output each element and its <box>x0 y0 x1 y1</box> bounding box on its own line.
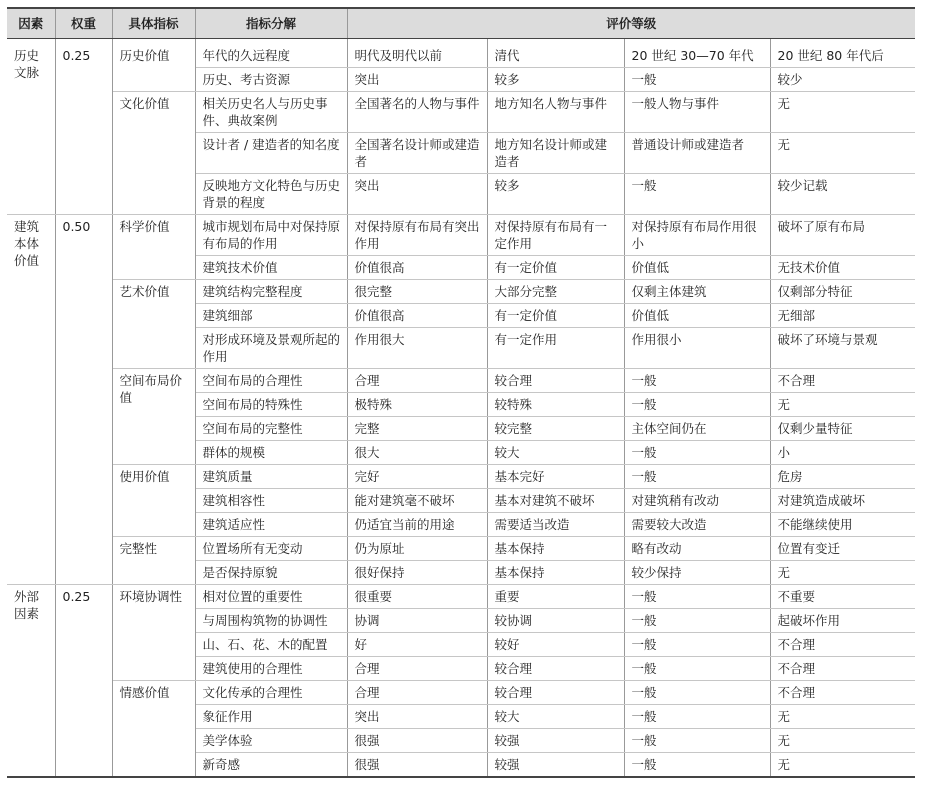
level-1-cell: 很大 <box>347 441 487 465</box>
breakdown-cell: 象征作用 <box>195 705 347 729</box>
indicator-cell: 情感价值 <box>112 681 195 778</box>
level-1-cell: 突出 <box>347 174 487 215</box>
level-2-cell: 较强 <box>487 753 624 778</box>
level-3-cell: 一般人物与事件 <box>624 92 770 133</box>
level-1-cell: 对保持原有布局有突出作用 <box>347 215 487 256</box>
level-1-cell: 很强 <box>347 753 487 778</box>
level-4-cell: 位置有变迁 <box>770 537 915 561</box>
indicator-cell: 环境协调性 <box>112 585 195 681</box>
level-4-cell: 不合理 <box>770 681 915 705</box>
level-4-cell: 无 <box>770 133 915 174</box>
level-2-cell: 较多 <box>487 174 624 215</box>
level-4-cell: 无 <box>770 705 915 729</box>
level-4-cell: 对建筑造成破坏 <box>770 489 915 513</box>
breakdown-cell: 反映地方文化特色与历史背景的程度 <box>195 174 347 215</box>
level-3-cell: 一般 <box>624 68 770 92</box>
level-2-cell: 地方知名人物与事件 <box>487 92 624 133</box>
breakdown-cell: 文化传承的合理性 <box>195 681 347 705</box>
level-4-cell: 仅剩部分特征 <box>770 280 915 304</box>
level-2-cell: 大部分完整 <box>487 280 624 304</box>
breakdown-cell: 空间布局的特殊性 <box>195 393 347 417</box>
table-body <box>7 39 915 778</box>
level-1-cell: 合理 <box>347 369 487 393</box>
breakdown-cell: 相对位置的重要性 <box>195 585 347 609</box>
level-2-cell: 需要适当改造 <box>487 513 624 537</box>
indicator-cell: 空间布局价值 <box>112 369 195 465</box>
level-4-cell: 无 <box>770 729 915 753</box>
evaluation-table <box>7 7 915 778</box>
table-row <box>7 465 915 489</box>
level-3-cell: 一般 <box>624 585 770 609</box>
breakdown-cell: 建筑技术价值 <box>195 256 347 280</box>
level-4-cell: 20 世纪 80 年代后 <box>770 39 915 68</box>
level-3-cell: 价值低 <box>624 304 770 328</box>
level-2-cell: 有一定作用 <box>487 328 624 369</box>
level-4-cell: 仅剩少量特征 <box>770 417 915 441</box>
table-row <box>7 215 915 256</box>
weight-cell: 0.25 <box>55 585 112 778</box>
header-factor: 因素 <box>7 8 55 39</box>
indicator-cell: 使用价值 <box>112 465 195 537</box>
level-2-cell: 较大 <box>487 441 624 465</box>
level-2-cell: 有一定价值 <box>487 304 624 328</box>
level-4-cell: 不重要 <box>770 585 915 609</box>
level-1-cell: 很重要 <box>347 585 487 609</box>
level-3-cell: 对保持原有布局作用很小 <box>624 215 770 256</box>
level-4-cell: 较少 <box>770 68 915 92</box>
level-1-cell: 作用很大 <box>347 328 487 369</box>
level-3-cell: 价值低 <box>624 256 770 280</box>
level-3-cell: 一般 <box>624 705 770 729</box>
level-2-cell: 清代 <box>487 39 624 68</box>
level-4-cell: 无 <box>770 753 915 778</box>
level-1-cell: 协调 <box>347 609 487 633</box>
level-2-cell: 较合理 <box>487 657 624 681</box>
breakdown-cell: 新奇感 <box>195 753 347 778</box>
level-3-cell: 对建筑稍有改动 <box>624 489 770 513</box>
level-2-cell: 基本对建筑不破坏 <box>487 489 624 513</box>
breakdown-cell: 美学体验 <box>195 729 347 753</box>
level-3-cell: 需要较大改造 <box>624 513 770 537</box>
level-2-cell: 较合理 <box>487 369 624 393</box>
level-3-cell: 较少保持 <box>624 561 770 585</box>
level-4-cell: 小 <box>770 441 915 465</box>
weight-cell: 0.50 <box>55 215 112 585</box>
level-1-cell: 全国著名的人物与事件 <box>347 92 487 133</box>
indicator-cell: 科学价值 <box>112 215 195 280</box>
level-4-cell: 不合理 <box>770 657 915 681</box>
level-4-cell: 较少记载 <box>770 174 915 215</box>
breakdown-cell: 对形成环境及景观所起的作用 <box>195 328 347 369</box>
level-2-cell: 较协调 <box>487 609 624 633</box>
level-1-cell: 合理 <box>347 657 487 681</box>
level-1-cell: 能对建筑毫不破坏 <box>347 489 487 513</box>
level-4-cell: 破坏了环境与景观 <box>770 328 915 369</box>
level-2-cell: 较大 <box>487 705 624 729</box>
table-row <box>7 681 915 705</box>
breakdown-cell: 位置场所有无变动 <box>195 537 347 561</box>
level-1-cell: 明代及明代以前 <box>347 39 487 68</box>
weight-cell: 0.25 <box>55 39 112 215</box>
level-2-cell: 较合理 <box>487 681 624 705</box>
level-1-cell: 好 <box>347 633 487 657</box>
breakdown-cell: 空间布局的完整性 <box>195 417 347 441</box>
level-2-cell: 较好 <box>487 633 624 657</box>
level-4-cell: 破坏了原有布局 <box>770 215 915 256</box>
level-3-cell: 普通设计师或建造者 <box>624 133 770 174</box>
level-1-cell: 全国著名设计师或建造者 <box>347 133 487 174</box>
level-1-cell: 突出 <box>347 68 487 92</box>
level-1-cell: 突出 <box>347 705 487 729</box>
level-1-cell: 仍为原址 <box>347 537 487 561</box>
factor-cell: 历史文脉 <box>7 39 55 215</box>
level-4-cell: 不合理 <box>770 369 915 393</box>
table-row <box>7 92 915 133</box>
level-3-cell: 略有改动 <box>624 537 770 561</box>
indicator-cell: 艺术价值 <box>112 280 195 369</box>
level-2-cell: 较多 <box>487 68 624 92</box>
level-3-cell: 一般 <box>624 174 770 215</box>
breakdown-cell: 建筑细部 <box>195 304 347 328</box>
level-4-cell: 无 <box>770 561 915 585</box>
level-3-cell: 20 世纪 30—70 年代 <box>624 39 770 68</box>
level-1-cell: 很好保持 <box>347 561 487 585</box>
level-3-cell: 作用很小 <box>624 328 770 369</box>
breakdown-cell: 建筑使用的合理性 <box>195 657 347 681</box>
breakdown-cell: 建筑结构完整程度 <box>195 280 347 304</box>
level-4-cell: 无 <box>770 393 915 417</box>
breakdown-cell: 建筑质量 <box>195 465 347 489</box>
header-weight: 权重 <box>55 8 112 39</box>
table-row <box>7 369 915 393</box>
breakdown-cell: 设计者 / 建造者的知名度 <box>195 133 347 174</box>
level-1-cell: 完好 <box>347 465 487 489</box>
level-3-cell: 一般 <box>624 753 770 778</box>
level-1-cell: 很强 <box>347 729 487 753</box>
breakdown-cell: 是否保持原貌 <box>195 561 347 585</box>
level-2-cell: 地方知名设计师或建造者 <box>487 133 624 174</box>
breakdown-cell: 年代的久远程度 <box>195 39 347 68</box>
indicator-cell: 文化价值 <box>112 92 195 215</box>
table-row <box>7 39 915 68</box>
table-header-row <box>7 8 915 39</box>
level-2-cell: 较特殊 <box>487 393 624 417</box>
level-3-cell: 主体空间仍在 <box>624 417 770 441</box>
level-2-cell: 基本保持 <box>487 561 624 585</box>
factor-cell: 外部因素 <box>7 585 55 778</box>
level-3-cell: 一般 <box>624 729 770 753</box>
level-4-cell: 危房 <box>770 465 915 489</box>
level-2-cell: 较完整 <box>487 417 624 441</box>
level-4-cell: 无细部 <box>770 304 915 328</box>
level-3-cell: 一般 <box>624 441 770 465</box>
header-evaluation-level: 评价等级 <box>347 8 915 39</box>
level-4-cell: 起破坏作用 <box>770 609 915 633</box>
level-3-cell: 一般 <box>624 369 770 393</box>
level-2-cell: 有一定价值 <box>487 256 624 280</box>
level-2-cell: 基本保持 <box>487 537 624 561</box>
breakdown-cell: 建筑相容性 <box>195 489 347 513</box>
header-indicator: 具体指标 <box>112 8 195 39</box>
table-row <box>7 537 915 561</box>
breakdown-cell: 建筑适应性 <box>195 513 347 537</box>
factor-cell: 建筑本体价值 <box>7 215 55 585</box>
table-row <box>7 280 915 304</box>
breakdown-cell: 空间布局的合理性 <box>195 369 347 393</box>
level-3-cell: 一般 <box>624 633 770 657</box>
header-breakdown: 指标分解 <box>195 8 347 39</box>
breakdown-cell: 山、石、花、木的配置 <box>195 633 347 657</box>
level-4-cell: 不能继续使用 <box>770 513 915 537</box>
breakdown-cell: 相关历史名人与历史事件、典故案例 <box>195 92 347 133</box>
level-3-cell: 仅剩主体建筑 <box>624 280 770 304</box>
breakdown-cell: 与周围构筑物的协调性 <box>195 609 347 633</box>
level-3-cell: 一般 <box>624 609 770 633</box>
level-3-cell: 一般 <box>624 393 770 417</box>
level-2-cell: 较强 <box>487 729 624 753</box>
level-4-cell: 无技术价值 <box>770 256 915 280</box>
level-2-cell: 基本完好 <box>487 465 624 489</box>
level-4-cell: 无 <box>770 92 915 133</box>
level-3-cell: 一般 <box>624 681 770 705</box>
indicator-cell: 完整性 <box>112 537 195 585</box>
level-1-cell: 价值很高 <box>347 256 487 280</box>
level-1-cell: 极特殊 <box>347 393 487 417</box>
level-3-cell: 一般 <box>624 465 770 489</box>
level-1-cell: 完整 <box>347 417 487 441</box>
breakdown-cell: 群体的规模 <box>195 441 347 465</box>
level-2-cell: 重要 <box>487 585 624 609</box>
level-2-cell: 对保持原有布局有一定作用 <box>487 215 624 256</box>
breakdown-cell: 历史、考古资源 <box>195 68 347 92</box>
level-1-cell: 很完整 <box>347 280 487 304</box>
indicator-cell: 历史价值 <box>112 39 195 92</box>
level-1-cell: 仍适宜当前的用途 <box>347 513 487 537</box>
level-1-cell: 合理 <box>347 681 487 705</box>
level-4-cell: 不合理 <box>770 633 915 657</box>
level-3-cell: 一般 <box>624 657 770 681</box>
level-1-cell: 价值很高 <box>347 304 487 328</box>
breakdown-cell: 城市规划布局中对保持原有布局的作用 <box>195 215 347 256</box>
table-row <box>7 585 915 609</box>
